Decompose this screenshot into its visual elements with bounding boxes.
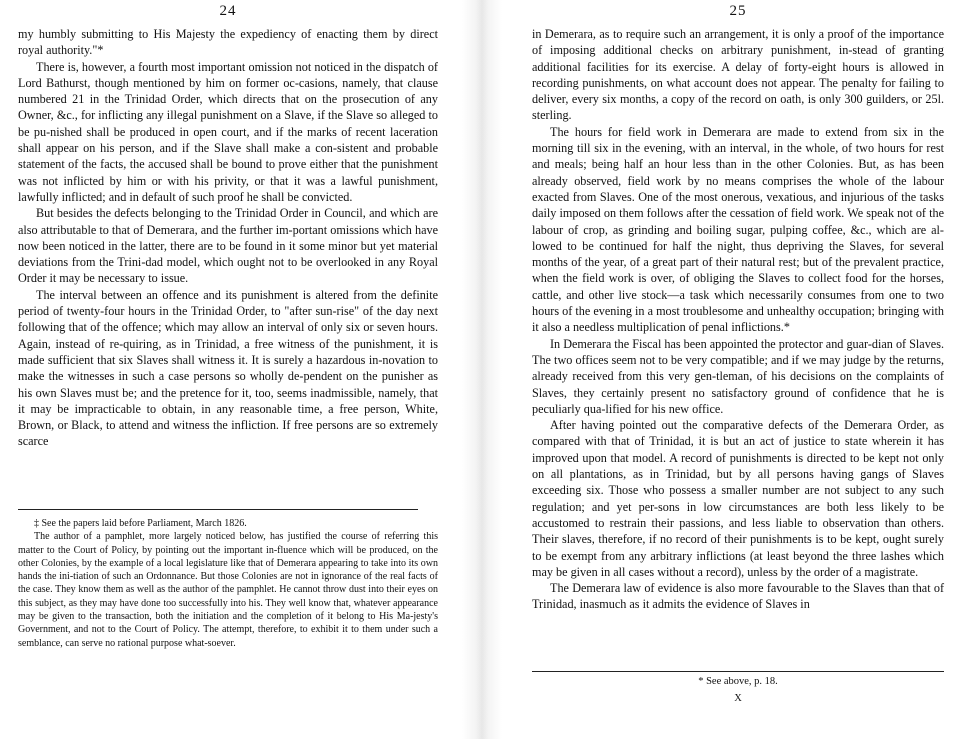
paragraph: in Demerara, as to require such an arrangement, it is only a proof of the importance of imposing additional checks on arbitrary punishment, in-stead of granting additional facilities for its exercise. A delay of forty-eight hours is allowed in recording punishments, on what account does not appear. The penalty for failing to deliver, every six months, a copy of the record on oath, is only 300 guilders, or 25l. sterling. xyxy=(532,27,944,123)
book-gutter xyxy=(462,0,502,739)
footnote-rule xyxy=(532,671,944,672)
paragraph: The hours for field work in Demerara are made to extend from six in the morning till six in the evening, with an interval, in the whole, of two hours for rest and meals; being half an hour less than in the other Colonies. But, as has been already observed, field work by no means comprises the whole of the labour exacted from Slaves. One of the most onerous, vexatious, and injurious of the tasks daily imposed on them follows after the cessation of field work. We speak not of the labour of crop, as grinding and boiling sugar, pulping coffee, &c., which are al-lowed to be continued for half the night, thus depriving the Slaves, for several months of the year, of a great part of their natural rest; but of the prevalent practice, when the field work is over, of obliging the Slaves to collect food for the horses, cattle, and other live stock—a task which necessarily consumes from one to two hours of the evening in a most troublesome and unhealthy occupation; bringing with it also a needless multiplication of penal inflictions.* xyxy=(532,124,944,335)
paragraph: The Demerara law of evidence is also more favourable to the Slaves than that of Trinidad, inasmuch as it admits the evidence of Slaves in xyxy=(532,581,944,612)
signature-mark: X xyxy=(734,693,742,704)
page-number: 25 xyxy=(729,3,747,19)
paragraph: The interval between an offence and its punishment is altered from the definite period of twenty-four hours in the Trinidad Order, to "after sun-rise" of the day next following that of the offence; which may allow an interval of only six or seven hours. Again, instead of re-quiring, as in Trinidad, a free witness of the punishment, it is made sufficient that six Slaves shall witness it. It is surely a hazardous in-novation to make the witnesses in such a case persons so wholly de-pendent on the punisher as his own Slaves must be; and the pretence for it, too, seems inadmissible, namely, that it may be impracticable to obtain, in any reasonable time, a free person, White, Brown, or Black, to attend and witness the infliction. If free persons are so extremely scarce xyxy=(18,287,438,449)
footnote: ‡ See the papers laid before Parliament, March 1826. xyxy=(34,518,247,529)
page-number: 24 xyxy=(219,3,237,19)
footnote-rule xyxy=(18,509,418,510)
paragraph: There is, however, a fourth most important omission not noticed in the dispatch of Lord Bathurst, though mentioned by him on former oc-casions, namely, that clause numbered 21 in the Trinidad Order, which directs that on the prosecution of any Owner, &c., for inflicting any illegal punishment on a Slave, if the Slave so alleged to be pu-nished shall be produced in open court, and if the marks of recent laceration shall appear on his person, and if the Slave shall make a con-sistent and probable statement of the facts, the accused shall be bound to prove either that the punishment was not inflicted by him or with his privity, or that it was a lawful punishment, lawfully inflicted; and in default of such proof he shall be convicted. xyxy=(18,59,438,204)
paragraph: my humbly submitting to His Majesty the expediency of enacting them by direct royal authority."* xyxy=(18,27,438,58)
paragraph: In Demerara the Fiscal has been appointed the protector and guar-dian of Slaves. The two offices seem not to be very compatible; and if we may judge by the returns, already received from this very gen-tleman, of his decisions on the complaints of Slaves, they certainly present no satisfactory ground of confidence that he is peculiarly qua-lified for his new office. xyxy=(532,336,945,416)
footnote: The author of a pamphlet, more largely noticed below, has justified the course of referring this matter to the Court of Policy, by pointing out the important in-fluence which will be produced, on the other Colonies, by the example of a local legislature like that of Demerara appearing to take into its own hands the ini-tiation of such an Ordonnance. But those Colonies are not in ignorance of the real facts of the case. They know them as well as the author of the pamphlet. He cannot throw dust into their eyes on this subject, as they may have done too successfully into his. They well know that, whatever appearance may be given to the transaction, both the initiation and the completion of it belong to His Ma-jesty's Government, and not to the Court of Policy. The attempt, therefore, to exhibit it to them under such a semblance, can serve no rational purpose what-soever. xyxy=(18,531,438,649)
footnote: * See above, p. 18. xyxy=(698,676,778,687)
page-body xyxy=(532,26,944,613)
page-body xyxy=(18,26,438,450)
paragraph: But besides the defects belonging to the Trinidad Order in Council, and which are also attributable to that of Demerara, and the further im-portant omissions which have now been noticed in the latter, there are to be found in it some minor but yet material deviations from the Trini-dad model, which ought not to be overlooked in any Royal Order it may be necessary to issue. xyxy=(18,206,438,286)
paragraph: After having pointed out the comparative defects of the Demerara Order, as compared with that of Trinidad, it is but an act of justice to state wherein it has improved upon that model. A record of punishments is directed to be kept not only on all plantations, as in Trinidad, but by all persons having gangs of Slaves exceeding six. Those who possess a smaller number are not subject to any such regulation; and yet per-sons in low circumstances are both less likely to be accustomed to restrain their passions, and less liable to observation than others. Their slaves, therefore, if no record of their punishments is to be kept, ought surely to be exempt from any arbitrary inflictions (at least beyond the three lashes which may be given in all cases without a record), unless by the order of a magistrate. xyxy=(532,418,944,579)
footnotes xyxy=(18,517,438,650)
